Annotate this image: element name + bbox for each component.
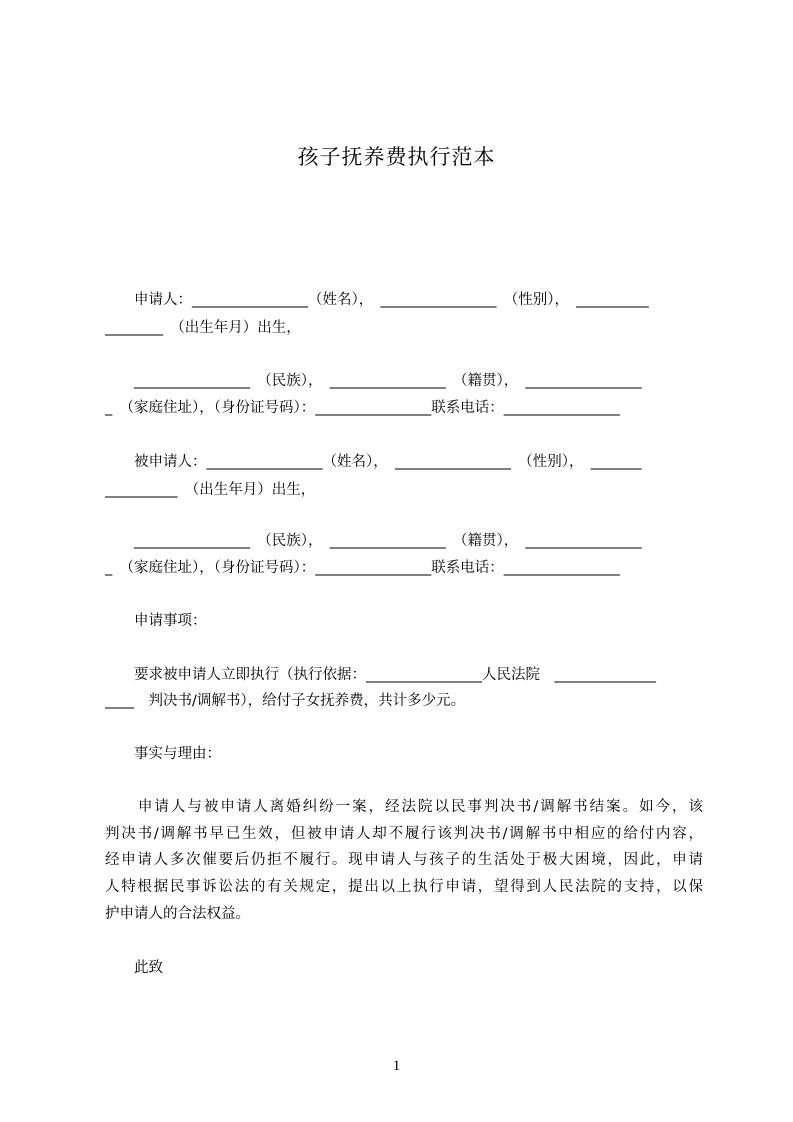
respondent-line-3: ________________ （民族）， ________________ （籍贯）， ________________: [105, 533, 642, 549]
document-title: 孩子抚养费执行范本: [297, 145, 496, 169]
facts-line-1: 申请人与被申请人离婚纠纷一案，经法院以民事判决书/调解书结案。如今，该: [105, 799, 703, 815]
request-line-2: ____ 判决书/调解书），给付子女抚养费，共计多少元。: [105, 693, 466, 709]
respondent-line-2: __________ （出生年月）出生，: [105, 482, 316, 498]
facts-line-4: 人特根据民事诉讼法的有关规定，提出以上执行申请，望得到人民法院的支持，以保: [105, 879, 703, 895]
facts-line-3: 经申请人多次催要后仍拒不履行。现申请人与孩子的生活处于极大困境，因此，申请: [105, 852, 703, 868]
page-number: 1: [392, 1058, 401, 1074]
applicant-line-2: ________ （出生年月）出生，: [105, 320, 301, 336]
request-line-1: 要求被申请人立即执行（执行依据：________________人民法院 ______________: [105, 667, 656, 683]
section-heading-items: 申请事项：: [105, 613, 207, 629]
section-heading-facts: 事实与理由：: [105, 746, 221, 762]
respondent-line-1: 被申请人：________________（姓名）， ________________ （性别）， _______: [105, 454, 642, 470]
respondent-line-4: _ （家庭住址），（身份证号码）：________________联系电话：________________: [105, 560, 620, 576]
facts-line-2: 判决书/调解书早已生效，但被申请人却不履行该判决书/调解书中相应的给付内容，: [105, 826, 703, 842]
applicant-line-4: _ （家庭住址），（身份证号码）：________________联系电话：________________: [105, 400, 620, 416]
applicant-line-3: ________________ （民族）， ________________ （籍贯）， ________________: [105, 373, 642, 389]
closing-salutation: 此致: [105, 960, 163, 976]
facts-line-5: 护申请人的合法权益。: [105, 906, 250, 922]
applicant-line-1: 申请人：________________（姓名）， ________________ （性别）， __________: [105, 292, 649, 308]
